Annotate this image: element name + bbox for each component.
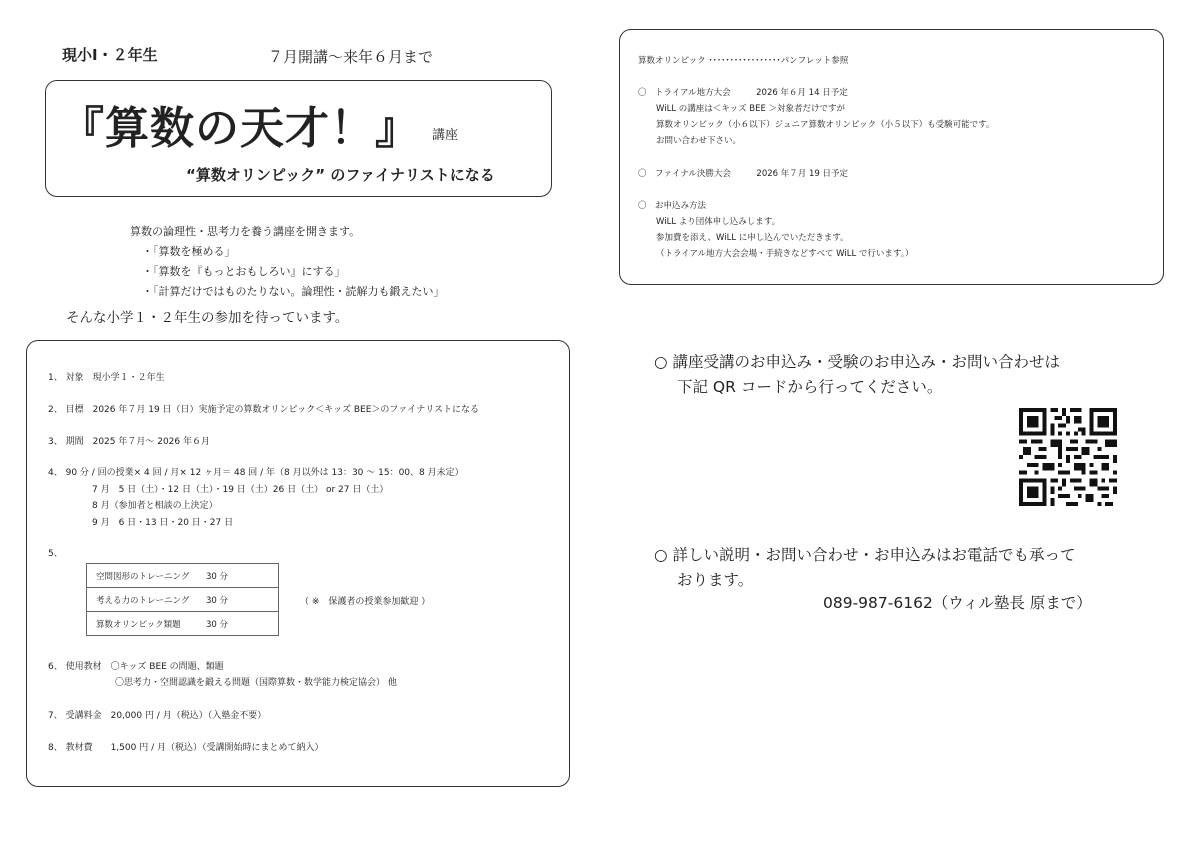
phone-contact-text-2: おります。: [677, 571, 754, 589]
qr-code-icon[interactable]: [1019, 408, 1117, 506]
detail-schedule: 4、 90 分 / 回の授業× 4 回 / 月× 12 ヶ月＝ 48 回 / 年（8 月以外は 13：30 ～ 15：00、8 月未定）: [48, 468, 464, 478]
intro-lead: 算数の論理性・思考力を養う講座を開きます。: [130, 225, 361, 238]
phone-number[interactable]: 089-987-6162（ウィル塾長 原まで）: [823, 594, 1092, 612]
detail-materials-extra: 〇思考力・空間認識を鍛える問題（国際算数・数学能力検定協会） 他: [115, 678, 397, 688]
intro-closing: そんな小学１・２年生の参加を待っています。: [66, 310, 349, 326]
olympic-heading: 算数オリンピック ･････････････････パンフレット参照: [638, 56, 849, 66]
detail-goal: 2、 目標 2026 年７月 19 日（日）実施予定の算数オリンピック＜キッズ BEE＞のファイナリストになる: [48, 405, 480, 415]
trial-line: 算数オリンピック（小６以下）ジュニア算数オリンピック（小５以下）も受験可能です。: [656, 120, 995, 130]
course-title-suffix: 講座: [432, 128, 459, 143]
intro-point: ・｢計算だけではものたりない。論理性・読解力も鍛えたい｣: [142, 285, 439, 298]
training-minutes: 30 分: [206, 588, 279, 612]
training-name: 算数オリンピック類題: [87, 612, 207, 636]
detail-target: 1、 対象 現小学１・２年生: [48, 373, 165, 383]
table-row: [87, 612, 279, 636]
detail-content-number: 5、: [48, 549, 63, 559]
apply-line: （トライアル地方大会会場・手続きなどすべて WiLL で行います。）: [656, 249, 914, 259]
table-row: [87, 588, 279, 612]
detail-period: 3、 期間 2025 年７月～ 2026 年６月: [48, 437, 210, 447]
intro-point: ・｢算数を極める｣: [142, 245, 230, 258]
trial-line: WiLL の講座は＜キッズ BEE ＞対象者だけですが: [656, 104, 846, 114]
table-row: [87, 564, 279, 588]
detail-schedule-july: 7 月 5 日（土）・12 日（土）・19 日（土）26 日（土） or 27 日（土）: [92, 485, 389, 495]
course-title: 『算数の天才！』: [60, 103, 420, 154]
qr-contact-text: ○ 講座受講のお申込み・受験のお申込み・お問い合わせは: [654, 353, 1060, 371]
apply-title: 〇 お申込み方法: [638, 201, 707, 211]
final-title: 〇 ファイナル決勝大会 2026 年７月 19 日予定: [638, 169, 848, 179]
trial-title: 〇 トライアル地方大会 2026 年６月 14 日予定: [638, 88, 848, 98]
training-name: 考える力のトレーニング: [87, 588, 207, 612]
detail-schedule-august: 8 月（参加者と相談の上決定）: [92, 501, 218, 511]
training-minutes: 30 分: [206, 612, 279, 636]
trial-line: お問い合わせ下さい。: [656, 136, 742, 146]
grade-label: 現小Ⅰ・２年生: [62, 46, 158, 64]
detail-schedule-september: 9 月 6 日・13 日・20 日・27 日: [92, 518, 234, 528]
intro-point: ・｢算数を『もっとおもしろい』にする｣: [142, 265, 340, 278]
detail-material-fee: 8、 教材費 1,500 円 / 月（税込）（受講開始時にまとめて納入）: [48, 743, 324, 753]
intro-section: [130, 222, 439, 302]
training-minutes: 30 分: [206, 564, 279, 588]
phone-contact-text: ○ 詳しい説明・お問い合わせ・お申込みはお電話でも承って: [654, 546, 1076, 564]
detail-materials: 6、 使用教材 〇キッズ BEE の問題、類題: [48, 662, 224, 672]
training-name: 空間図形のトレーニング: [87, 564, 207, 588]
apply-line: 参加費を添え、WiLL に申し込んでいただきます。: [656, 233, 849, 243]
course-period: ７月開講〜来年６月まで: [268, 48, 434, 66]
parent-note: （ ※ 保護者の授業参加歓迎 ）: [300, 597, 431, 607]
training-table: [86, 563, 279, 636]
qr-contact-text-2: 下記 QR コードから行ってください。: [677, 378, 943, 396]
apply-line: WiLL より団体申し込みします。: [656, 217, 781, 227]
course-subtitle: “算数オリンピック” のファイナリストになる: [186, 166, 495, 184]
detail-tuition: 7、 受講料金 20,000 円 / 月（税込）（入塾金不要）: [48, 711, 267, 721]
